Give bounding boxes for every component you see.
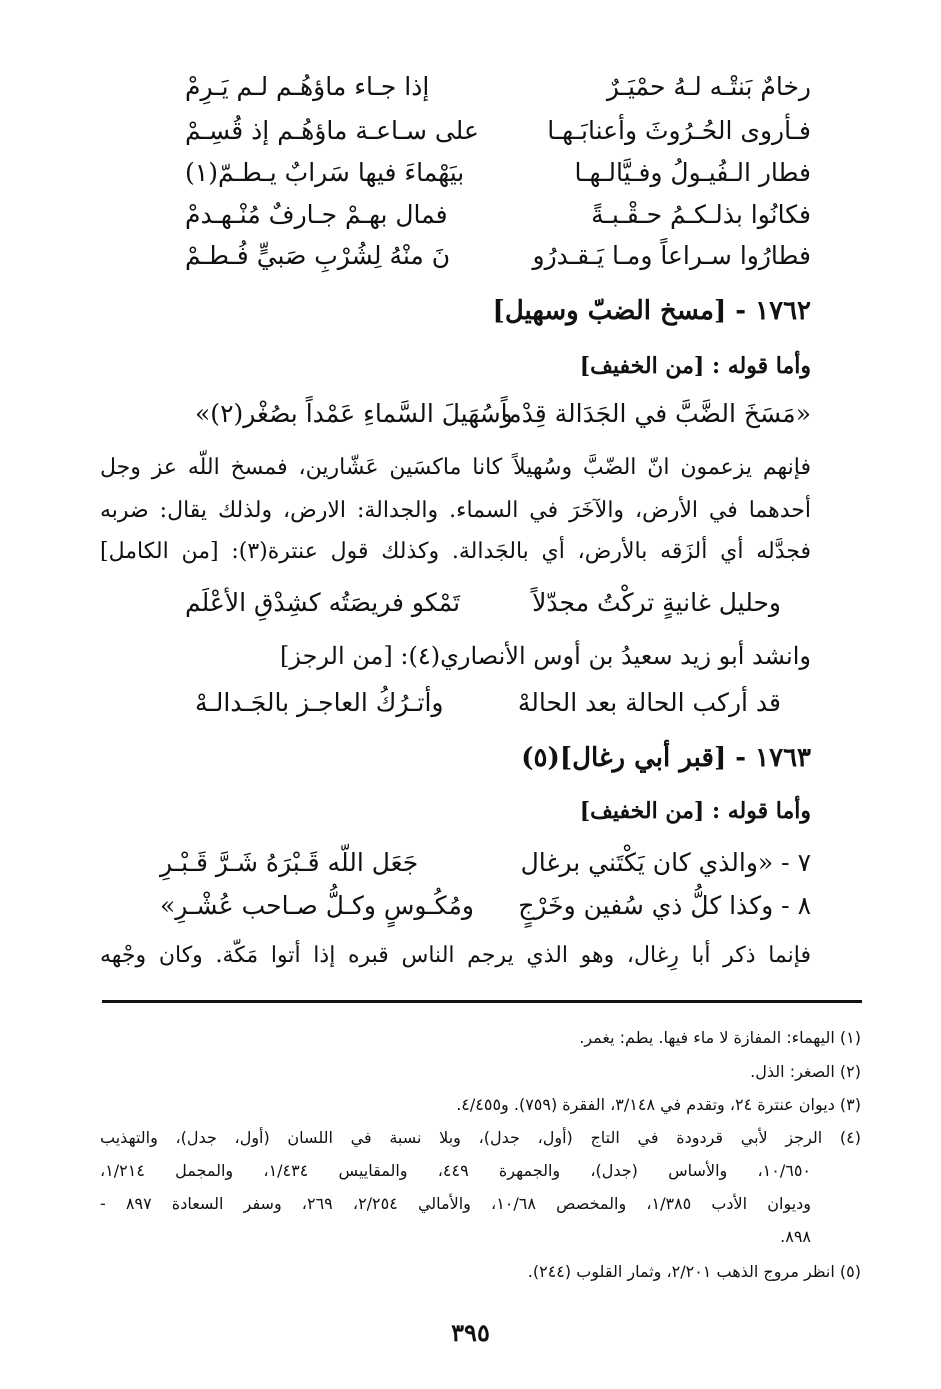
verse-right: ٨ - وكذا كلُّ ذي سُفين وخَرْجٍ (518, 891, 811, 920)
verse-left: تَمْكو فريصَتُه كشِدْقِ الأعْلَم (185, 588, 461, 617)
footnote: (٤) الرجز لأبي قردودة في التاج (أول، جدل)، وبلا نسبة في اللسان (أول، جدل)، والتهذيب (100, 1128, 861, 1147)
verse-left: وسُهَيلَ السَّماءِ عَمْداً بصُغْر(٢)» (195, 399, 513, 428)
paragraph-line: فجدَّله أي ألزَقه بالأرض، أي بالجَدالة. وكذلك قول عنترة(٣): [من الكامل] (100, 539, 811, 564)
verse-right: رخامٌ بَنتْـه لـهُ حمْيَـرٌ (606, 72, 811, 101)
verse-right: وحليل غانيةٍ تركْتُ مجدّلاً (532, 588, 781, 617)
verse-right: ٧ - «والذي كان يَكْتَني برغال (520, 848, 811, 877)
verse-left: ومُكُـوسٍ وكـلُّ صـاحب عُشْـرِ» (160, 891, 474, 920)
verse-right: فطارُوا سـراعاً ومـا يَـقـدرُو (532, 241, 811, 270)
verse-left: على سـاعـة ماؤهُـم إذ قُسِـمْ (185, 116, 479, 145)
paragraph-line: فإنهم يزعمون انّ الضّبَّ وسُهيلاً كانا ماكسَين عَشّارين، فمسخ اللّه عز وجل (100, 455, 811, 480)
section-heading-1762: ١٧٦٢ - [مسخ الضبّ وسهيل] (492, 296, 811, 326)
footnote: (٢) الصغر: الذل. (750, 1062, 861, 1081)
section-intro: وأما قوله : [من الخفيف] (579, 798, 811, 824)
verse-right: «مَسَخَ الضَّبَّ في الجَدَالة قِدْماً (500, 399, 811, 428)
verse-left: بيَهْماءَ فيها سَرابٌ يـطـمّ(١) (185, 158, 465, 187)
quote-intro: وانشد أبو زيد سعيدُ بن أوس الأنصاري(٤): [من الرجز] (279, 642, 811, 670)
footnote-continuation: ٨٩٨. (780, 1227, 811, 1246)
footnote: (٣) ديوان عنترة ٢٤، وتقدم في ٣/١٤٨، الفقرة (٧٥٩). و٤/٤٥٥. (456, 1095, 861, 1114)
verse-left: إذا جـاء ماؤهُـم لـم يَـرِمْ (185, 72, 430, 101)
paragraph-line: أحدهما في الأرض، والآخَرَ في السماء. والجدالة: الارض، ولذلك يقال: ضربه (100, 498, 811, 523)
verse-left: وأتـرُكُ العاجـز بالجَـدالـهْ (195, 688, 444, 717)
footnote: (٥) انظر مروج الذهب ٢/٢٠١، وثمار القلوب (٢٤٤). (527, 1262, 861, 1281)
section-intro: وأما قوله : [من الخفيف] (579, 353, 811, 379)
section-heading-1763: ١٧٦٣ - [قبر أبي رغال](٥) (521, 743, 811, 773)
verse-right: فطار الـفُيـولُ وفـيَّالـهـا (574, 158, 811, 187)
verse-right: فكانُوا بذلـكـمُ حـقْـبـةً (591, 200, 811, 229)
verse-left: فمال بهـمْ جـارفٌ مُنْـهـدمْ (185, 200, 448, 229)
paragraph-line: فإنما ذكر أبا رِغال، وهو الذي يرجم الناس قبره إذا أتوا مَكّة. وكان وجْهه (100, 943, 811, 968)
verse-right: قد أركب الحالة بعد الحالهْ (517, 688, 781, 717)
verse-left: نَ منْهُ لِشُرْبِ صَبيٍّ فُـطـمْ (185, 241, 451, 270)
footnote-divider (102, 1000, 862, 1003)
verse-left: جَعَل اللّه قَـبْرَهُ شَـرَّ قَـبْـرِ (160, 848, 419, 877)
footnote-continuation: ١٠/٦٥٠، والأساس (جدل)، والجمهرة ٤٤٩، والمقاييس ١/٤٣٤، والمجمل ١/٢١٤، (100, 1161, 812, 1180)
footnote-continuation: وديوان الأدب ١/٣٨٥، والمخصص ١٠/٦٨، والأمالي ٢/٢٥٤، ٢٦٩، وسفر السعادة ٨٩٧ - (100, 1194, 812, 1213)
verse-right: فـأروى الحُـرُوثَ وأعنابَـهـا (547, 116, 811, 145)
footnote: (١) اليهماء: المفازة لا ماء فيها. يطم: يغمر. (579, 1028, 861, 1047)
page-number: ٣٩٥ (451, 1318, 490, 1347)
